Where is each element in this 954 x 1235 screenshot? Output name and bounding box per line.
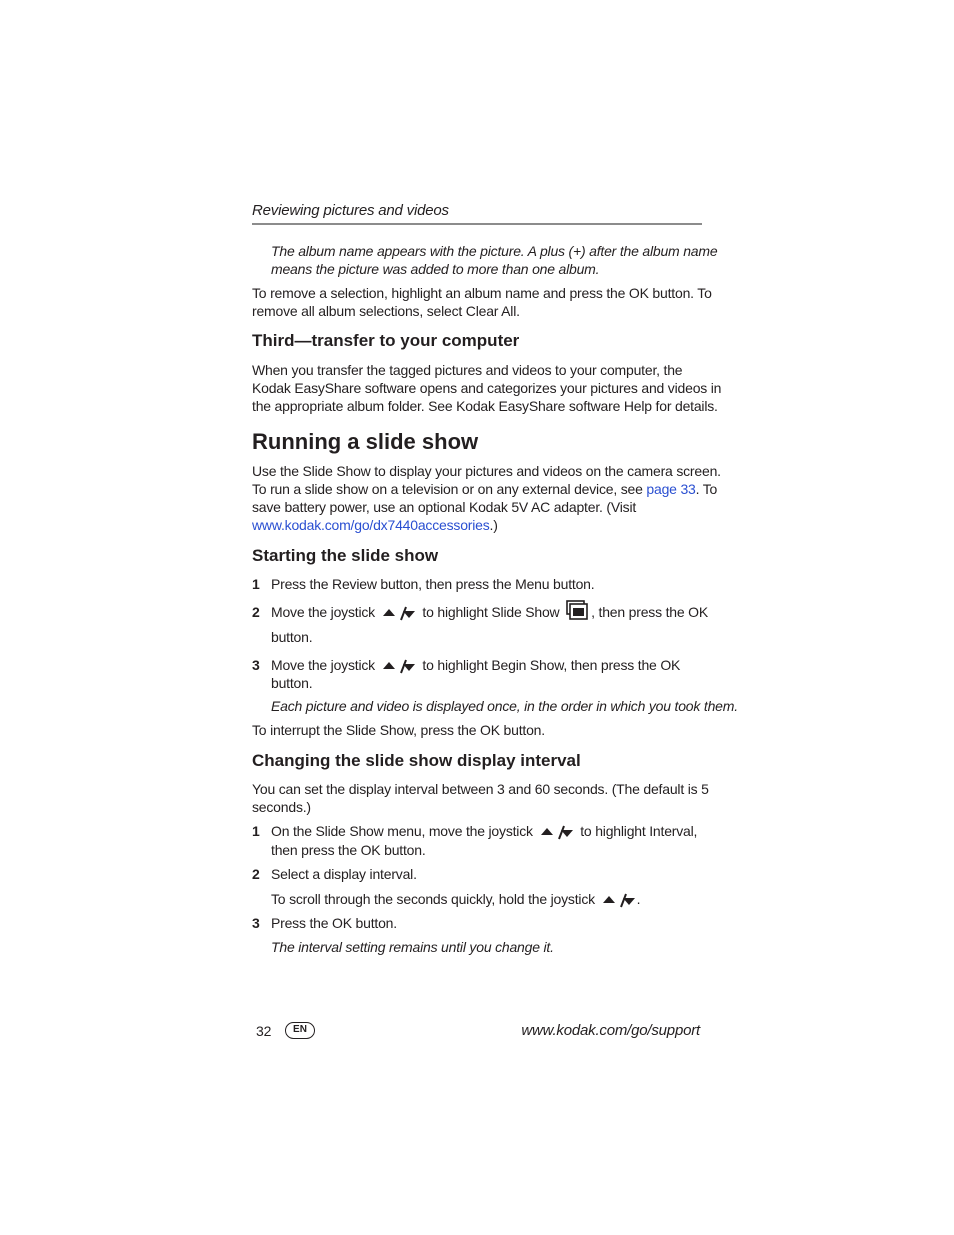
scroll-tip-end: . xyxy=(636,891,641,907)
running-header: Reviewing pictures and videos xyxy=(252,202,449,219)
starting-step-2-number: 2 xyxy=(252,604,260,620)
remove-text-line-2: remove all album selections, select Clear All. xyxy=(252,303,520,319)
changing-step-2-text: Select a display interval. xyxy=(271,866,417,882)
starting-step-3-line-1 xyxy=(271,656,680,675)
starting-step-1-text: Press the Review button, then press the Menu button. xyxy=(271,576,595,592)
scroll-tip xyxy=(271,890,640,909)
starting-step-1-number: 1 xyxy=(252,576,260,592)
page-33-link[interactable]: page 33 xyxy=(646,481,696,497)
language-badge xyxy=(285,1022,315,1039)
joystick-up-down-icon xyxy=(381,657,417,675)
header-rule xyxy=(252,223,702,225)
starting-heading: Starting the slide show xyxy=(252,546,439,565)
joystick-up-down-icon xyxy=(601,891,637,909)
changing-step-1-line-1 xyxy=(271,822,697,841)
running-line-4-end: .) xyxy=(489,517,498,533)
album-note-line-1: The album name appears with the picture. A plus (+) after the album name xyxy=(271,243,718,259)
joystick-up-down-icon xyxy=(539,823,575,841)
changing-step-1-number: 1 xyxy=(252,823,260,839)
changing-step-3-number: 3 xyxy=(252,915,260,931)
starting-step-2-b: to highlight Slide Show xyxy=(422,604,560,620)
page-number: 32 xyxy=(256,1023,272,1039)
joystick-up-down-icon xyxy=(381,604,417,622)
running-line-3: save battery power, use an optional Kodak 5V AC adapter. (Visit xyxy=(252,499,637,515)
language-badge-label: EN xyxy=(293,1024,307,1035)
third-line-3: the appropriate album folder. See Kodak EasyShare software Help for details. xyxy=(252,398,718,414)
running-line-4 xyxy=(252,516,498,534)
third-line-1: When you transfer the tagged pictures and videos to your computer, the xyxy=(252,362,683,378)
changing-intro-line-2: seconds.) xyxy=(252,799,311,815)
changing-heading: Changing the slide show display interval xyxy=(252,751,581,770)
starting-step-3-line-2: button. xyxy=(271,675,313,691)
interrupt-text: To interrupt the Slide Show, press the OK button. xyxy=(252,722,545,738)
accessories-link[interactable]: www.kodak.com/go/dx7440accessories xyxy=(252,517,490,533)
starting-step-2-line-2: button. xyxy=(271,629,313,645)
starting-step-3-b: to highlight Begin Show, then press the OK xyxy=(422,657,681,673)
running-line-2-end: . To xyxy=(695,481,718,497)
support-url[interactable]: www.kodak.com/go/support xyxy=(521,1022,700,1039)
third-line-2: Kodak EasyShare software opens and categorizes your pictures and videos in xyxy=(252,380,722,396)
starting-note: Each picture and video is displayed once, in the order in which you took them. xyxy=(271,698,738,714)
remove-text-line-1: To remove a selection, highlight an album name and press the OK button. To xyxy=(252,285,712,301)
scroll-tip-a: To scroll through the seconds quickly, hold the joystick xyxy=(271,891,595,907)
album-note-line-2: means the picture was added to more than one album. xyxy=(271,261,600,277)
running-line-1: Use the Slide Show to display your pictures and videos on the camera screen. xyxy=(252,463,721,479)
running-line-2 xyxy=(252,480,717,498)
starting-step-3-number: 3 xyxy=(252,657,260,673)
starting-step-2-c: , then press the OK xyxy=(591,604,708,620)
changing-step-1-b: to highlight Interval, xyxy=(580,823,698,839)
changing-note: The interval setting remains until you change it. xyxy=(271,939,554,955)
starting-step-2-a: Move the joystick xyxy=(271,604,375,620)
changing-step-1-line-2: then press the OK button. xyxy=(271,842,426,858)
third-heading: Third—transfer to your computer xyxy=(252,331,520,350)
changing-step-2-number: 2 xyxy=(252,866,260,882)
changing-step-1-a: On the Slide Show menu, move the joystick xyxy=(271,823,533,839)
starting-step-3-a: Move the joystick xyxy=(271,657,375,673)
slide-show-icon xyxy=(565,599,591,623)
changing-intro-line-1: You can set the display interval between 3 and 60 seconds. (The default is 5 xyxy=(252,781,709,797)
changing-step-3-text: Press the OK button. xyxy=(271,915,397,931)
starting-step-2-line-1 xyxy=(271,603,708,623)
running-heading: Running a slide show xyxy=(252,429,479,454)
running-line-2-text: To run a slide show on a television or on any external device, see xyxy=(252,481,647,497)
